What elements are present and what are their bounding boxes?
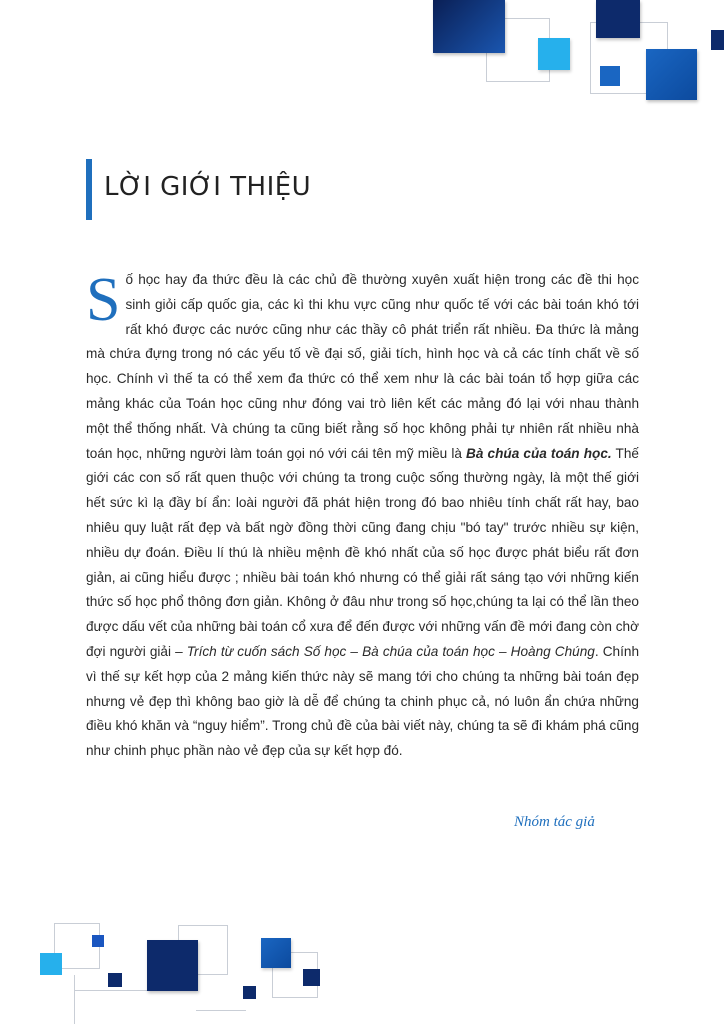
deco-navy-square [108,973,122,987]
deco-line [196,1010,246,1011]
paragraph-emphasis-segment: Bà chúa của toán học. [466,445,612,461]
deco-blue-square [92,935,104,947]
deco-navy-square [596,0,640,38]
deco-line [74,990,154,991]
title-accent-bar [86,159,92,220]
author-signature: Nhóm tác giả [514,814,595,830]
deco-navy-square [711,30,724,50]
paragraph-text-segment: ố học hay đa thức đều là các chủ đề thường xuyên xuất hiện trong các đề thi học sinh giỏi cấp quốc gia, các kì thi khu vực cũng như quốc tế với các bài toán khó tới rất khó được các nước cũng như các thầy cô phát triển rất nhiều. Đa thức là mảng mà chứa đựng trong nó các yếu tố về đại số, giải tích, hình học và cả các tính chất về số học. Chính vì thế ta có thể xem đa thức có thể xem như là các bài toán tổ hợp giữa các mảng khác của Toán học cũng như đóng vai trò liên kết các mảng đó lại với nhau thành một thể thống nhất. Và chúng ta cũng biết rằng số học không phải tự nhiên rất nhiều nhà toán học, những người làm toán gọi nó với cái tên mỹ miều là [86,272,639,461]
deco-line [74,975,75,1024]
deco-navy-square [147,940,198,991]
deco-cyan-square [40,953,62,975]
deco-blue-square [600,66,620,86]
intro-paragraph [86,268,639,764]
deco-navy-square [303,969,320,986]
paragraph-text-segment: Thế giới các con số rất quen thuộc với chúng ta trong cuộc sống thường ngày, là một thế giới hết sức kì lạ đầy bí ẩn: loài người đã phát hiện trong đó bao nhiêu tính chất rất hay, bao nhiêu quy luật rất đẹp và bất ngờ đồng thời cũng đang chịu "bó tay" trước nhiều sự kiện, nhiều dự đoán. Điều lí thú là nhiều mệnh đề khó nhất của số học được phát biểu rất đơn giản, ai cũng hiểu được ; nhiều bài toán khó nhưng có thể giải rất sáng tạo với những kiến thức số học phổ thông đơn giản. Không ở đâu như trong số học,chúng ta lại có thể lần theo được dấu vết của những bài toán cổ xưa để đến được với những vấn đề mới đang còn chờ đợi người giải – [86,445,639,659]
deco-blue-square [646,49,697,100]
paragraph-citation-segment: Trích từ cuốn sách Số học – Bà chúa của toán học – Hoàng Chúng [186,643,595,659]
deco-cyan-square [538,38,570,70]
deco-blue-square [261,938,291,968]
paragraph-text-segment: . Chính vì thế sự kết hợp của 2 mảng kiến thức này sẽ mang tới cho chúng ta những bài toán đẹp nhưng vẻ đẹp thì không bao giờ là dễ để chúng ta chinh phục cả, nó luôn ẩn chứa những điều khó khăn và “nguy hiểm”. Trong chủ đề của bài viết này, chúng ta sẽ đi khám phá cũng như chinh phục phần nào vẻ đẹp của sự kết hợp đó. [86,643,640,759]
deco-navy-square [433,0,505,53]
drop-cap: S [86,266,121,334]
deco-navy-square [243,986,256,999]
page-title: LỜI GIỚI THIỆU [104,172,312,202]
